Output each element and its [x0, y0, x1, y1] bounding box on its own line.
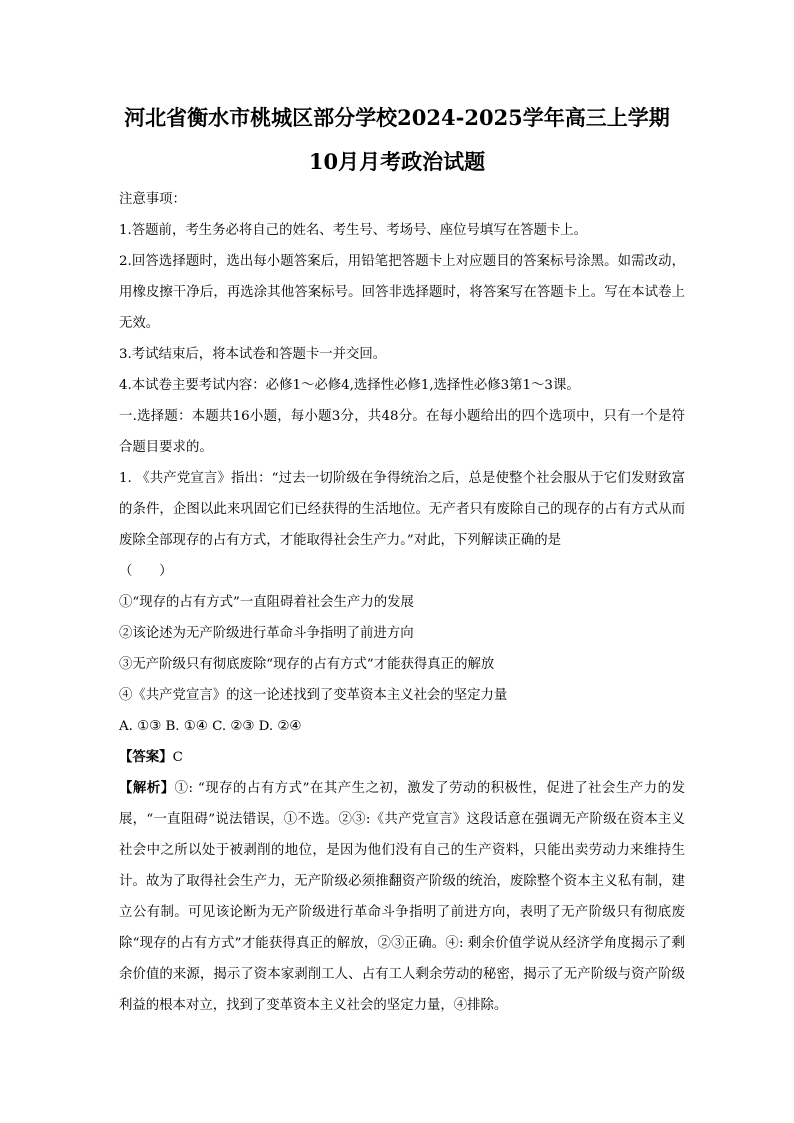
- answer-options: A. ①③ B. ①④ C. ②③ D. ②④: [119, 719, 302, 734]
- analysis-text: ①: “现存的占有方式”在其产生之初，激发了劳动的积极性，促进了社会生产力的发展，“一直阻碍”说法错误，①不选。②③:《共产党宣言》这段话意在强调无产阶级在资本主义社会中之所以处于被剥削的地位，是因为他们没有自己的生产资料，只能出卖劳动力来维持生计。故为了取得社会生产力，无产阶级必须推翻资产阶级的统治，废除整个资本主义私有制，建立公有制。可见该论断为无产阶级进行革命斗争指明了前进方向，表明了无产阶级只有彻底废除“现存的占有方式”才能获得真正的解放，②③正确。④: 剩余价值学说从经济学角度揭示了剩余价值的来源，揭示了资本家剥削工人、占有工人剩余劳动的秘密，揭示了无产阶级与资产阶级利益的根本对立，找到了变革资本主义社会的坚定力量，④排除。: [119, 781, 685, 1013]
- answer-label: 【答案】: [119, 749, 173, 765]
- answer-value: C: [172, 750, 183, 765]
- note-item-2: 2.回答选择题时，选出每小题答案后，用铅笔把答题卡上对应题目的答案标号涂黑。如需改动，用橡皮擦干净后，再选涂其他答案标号。回答非选择题时，将答案写在答题卡上。写在本试卷上无效。: [119, 254, 685, 331]
- note-item-1: 1.答题前，考生务必将自己的姓名、考生号、考场号、座位号填写在答题卡上。: [119, 223, 588, 238]
- exam-title-line-1: 河北省衡水市桃城区部分学校2024-2025学年高三上学期: [124, 105, 670, 130]
- note-item-4: 4.本试卷主要考试内容：必修1～必修4,选择性必修1,选择性必修3第1～3课。: [119, 378, 580, 393]
- statement-3: ③无产阶级只有彻底废除“现存的占有方式”才能获得真正的解放: [119, 657, 495, 672]
- section-heading: 一.选择题：本题共16小题，每小题3分，共48分。在每小题给出的四个选项中，只有一个是符合题目要求的。: [119, 409, 685, 455]
- question-1-blank: （ ）: [119, 564, 173, 579]
- analysis-paragraph: [119, 773, 685, 1021]
- statement-1: ①“现存的占有方式”一直阻碍着社会生产力的发展: [119, 595, 414, 610]
- exam-title-line-2: 10月月考政治试题: [308, 149, 486, 174]
- note-item-3: 3.考试结束后，将本试卷和答题卡一并交回。: [119, 347, 387, 362]
- question-1-stem: 1. 《共产党宣言》指出：“过去一切阶级在争得统治之后，总是使整个社会服从于它们发财致富的条件，企图以此来巩固它们已经获得的生活地位。无产者只有废除自己的现存的占有方式从而废除全部现存的占有方式，才能取得社会生产力。”对此，下列解读正确的是: [119, 471, 685, 548]
- notes-heading: 注意事项：: [119, 192, 186, 207]
- statement-4: ④《共产党宣言》的这一论述找到了变革资本主义社会的坚定力量: [119, 688, 508, 703]
- analysis-label: 【解析】: [119, 780, 175, 796]
- statement-2: ②该论述为无产阶级进行革命斗争指明了前进方向: [119, 626, 414, 641]
- exam-body: [119, 184, 685, 1021]
- answer-line: [119, 742, 685, 773]
